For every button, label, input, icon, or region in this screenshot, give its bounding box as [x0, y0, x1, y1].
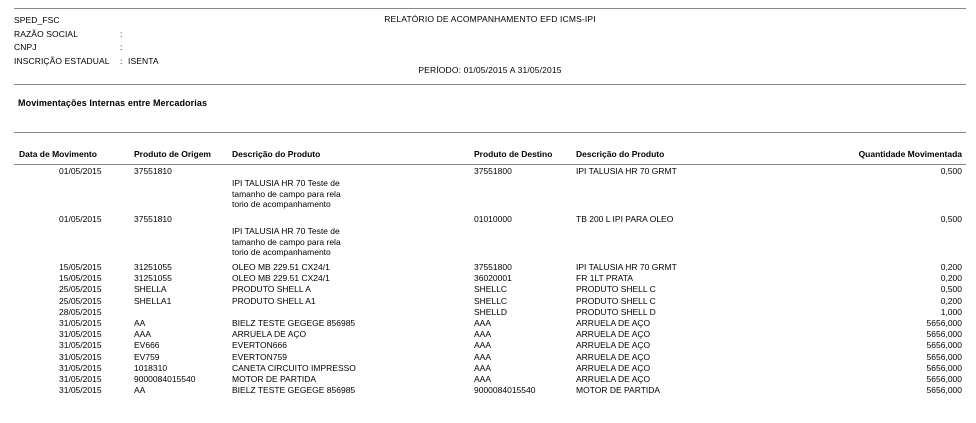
cell-quantidade: 5656,000: [926, 351, 962, 362]
column-header-produto-destino: Produto de Destino: [474, 149, 553, 159]
cell-descricao-destino: ARRUELA DE AÇO: [576, 351, 651, 362]
cell-produto-origem: 37551810: [134, 214, 172, 224]
cell-descricao-origem-wrapped: IPI TALUSIA HR 70 Teste de tamanho de campo para rela torio de acompanhamento: [232, 226, 341, 257]
cell-produto-destino: 01010000: [474, 214, 512, 224]
cell-produto-destino: 37551800: [474, 262, 512, 272]
cell-descricao-origem: BIELZ TESTE GEGEGE 856985: [232, 385, 356, 396]
cell-descricao-destino: ARRUELA DE AÇO: [576, 373, 651, 384]
cell-produto-destino: SHELLD: [474, 306, 508, 317]
cnpj-colon: :: [120, 42, 123, 52]
razao-social-label: RAZÃO SOCIAL: [14, 28, 79, 39]
cell-quantidade: 0,200: [940, 262, 962, 272]
cell-data-movimento: 31/05/2015: [59, 351, 102, 362]
cell-produto-origem: EV759: [134, 351, 160, 362]
table-row: [14, 284, 966, 295]
header-field-cnpj: [14, 41, 159, 55]
cell-descricao-destino: ARRUELA DE AÇO: [576, 340, 651, 351]
cell-data-movimento: 31/05/2015: [59, 340, 102, 351]
cell-produto-origem: 1018310: [134, 362, 168, 373]
cell-descricao-origem: CANETA CIRCUITO IMPRESSO: [232, 362, 356, 373]
inscricao-estadual-value: ISENTA: [128, 55, 159, 66]
table-row: [14, 273, 966, 284]
cell-descricao-destino: PRODUTO SHELL C: [576, 284, 656, 295]
cell-descricao-origem: EVERTON759: [232, 351, 287, 362]
table-row: [14, 318, 966, 329]
cell-produto-origem: 37551810: [134, 166, 172, 176]
cell-descricao-origem: OLEO MB 229.51 CX24/1: [232, 273, 330, 284]
cell-produto-origem: 31251055: [134, 273, 172, 284]
cell-descricao-origem: PRODUTO SHELL A: [232, 284, 311, 295]
column-header-produto-origem: Produto de Origem: [134, 149, 211, 159]
cell-produto-destino: AAA: [474, 351, 492, 362]
cell-data-movimento: 25/05/2015: [59, 295, 102, 306]
inscricao-estadual-label: INSCRIÇÃO ESTADUAL: [14, 55, 110, 66]
cell-descricao-origem: BIELZ TESTE GEGEGE 856985: [232, 317, 356, 328]
cell-quantidade: 0,500: [940, 284, 962, 295]
cell-quantidade: 0,500: [940, 214, 962, 224]
header-field-razao-social: [14, 28, 159, 42]
cell-descricao-destino: TB 200 L IPI PARA OLEO: [576, 214, 674, 224]
table-row: [14, 340, 966, 351]
cell-data-movimento: 31/05/2015: [59, 373, 102, 384]
top-divider: [14, 8, 966, 9]
cell-data-movimento: 28/05/2015: [59, 306, 102, 317]
table-row: [14, 385, 966, 396]
cell-descricao-destino: MOTOR DE PARTIDA: [576, 385, 661, 396]
table-row: [14, 307, 966, 318]
cell-produto-origem: AAA: [134, 329, 152, 340]
cell-produto-origem: 31251055: [134, 262, 172, 272]
report-header: [14, 14, 966, 78]
cell-quantidade: 0,200: [940, 295, 962, 306]
cell-descricao-origem-wrapped: IPI TALUSIA HR 70 Teste de tamanho de campo para rela torio de acompanhamento: [232, 178, 341, 209]
cell-quantidade: 5656,000: [926, 340, 962, 351]
section-divider: [14, 132, 966, 133]
cell-descricao-destino: FR 1LT PRATA: [576, 273, 633, 284]
table-row: [14, 352, 966, 363]
table-body: [14, 166, 966, 396]
column-header-data-movimento: Data de Movimento: [19, 149, 97, 159]
cell-produto-destino: AAA: [474, 373, 492, 384]
cell-descricao-origem: PRODUTO SHELL A1: [232, 295, 316, 306]
report-period: PERÍODO: 01/05/2015 A 31/05/2015: [418, 65, 562, 75]
cell-data-movimento: 31/05/2015: [59, 362, 102, 373]
column-header-descricao-destino: Descrição do Produto: [576, 149, 665, 159]
cell-produto-destino: AAA: [474, 340, 492, 351]
cell-data-movimento: 25/05/2015: [59, 284, 102, 295]
razao-social-colon: :: [120, 28, 123, 39]
cell-data-movimento: 15/05/2015: [59, 273, 102, 284]
cell-descricao-destino: IPI TALUSIA HR 70 GRMT: [576, 166, 677, 176]
inscricao-estadual-colon: :: [120, 55, 123, 66]
cell-produto-origem: 9000084015540: [134, 373, 196, 384]
cell-quantidade: 5656,000: [926, 362, 962, 373]
section-title: Movimentações Internas entre Mercadorias: [18, 98, 208, 108]
cell-data-movimento: 01/05/2015: [59, 214, 102, 224]
cell-produto-destino: AAA: [474, 317, 492, 328]
cell-descricao-destino: IPI TALUSIA HR 70 GRMT: [576, 262, 677, 272]
cell-produto-destino: 9000084015540: [474, 385, 536, 396]
cell-produto-destino: 36020001: [474, 273, 512, 284]
column-header-descricao-origem: Descrição do Produto: [232, 149, 321, 159]
cell-descricao-destino: PRODUTO SHELL D: [576, 306, 656, 317]
cell-produto-destino: AAA: [474, 329, 492, 340]
table-row: [14, 262, 966, 273]
cell-data-movimento: 15/05/2015: [59, 262, 102, 272]
cell-data-movimento: 31/05/2015: [59, 317, 102, 328]
cell-data-movimento: 31/05/2015: [59, 385, 102, 396]
table-row: [14, 329, 966, 340]
cell-descricao-origem: EVERTON666: [232, 340, 287, 351]
cell-descricao-destino: ARRUELA DE AÇO: [576, 317, 651, 328]
cell-descricao-origem: OLEO MB 229.51 CX24/1: [232, 262, 330, 272]
cell-quantidade: 5656,000: [926, 329, 962, 340]
cell-produto-destino: SHELLC: [474, 295, 508, 306]
system-label: SPED_FSC: [14, 15, 60, 25]
table-row: [14, 296, 966, 307]
cell-descricao-destino: ARRUELA DE AÇO: [576, 362, 651, 373]
cell-produto-origem: EV666: [134, 340, 160, 351]
table-row: [14, 166, 966, 214]
table-row: [14, 363, 966, 374]
cell-quantidade: 1,000: [940, 306, 962, 317]
cell-produto-origem: SHELLA: [134, 284, 167, 295]
table-row: [14, 374, 966, 385]
cell-produto-origem: AA: [134, 385, 146, 396]
table-row: [14, 214, 966, 262]
cell-descricao-destino: PRODUTO SHELL C: [576, 295, 656, 306]
cell-quantidade: 5656,000: [926, 373, 962, 384]
cell-quantidade: 0,500: [940, 166, 962, 176]
cell-data-movimento: 01/05/2015: [59, 166, 102, 176]
table-header-row: [14, 138, 966, 164]
cell-produto-destino: AAA: [474, 362, 492, 373]
cell-quantidade: 5656,000: [926, 385, 962, 396]
movimentacoes-table: [14, 138, 966, 396]
report-title: RELATÓRIO DE ACOMPANHAMENTO EFD ICMS-IPI: [384, 14, 596, 24]
cell-quantidade: 0,200: [940, 273, 962, 284]
cell-produto-origem: SHELLA1: [134, 295, 172, 306]
column-header-quantidade: Quantidade Movimentada: [858, 149, 962, 159]
cell-descricao-origem: ARRUELA DE AÇO: [232, 329, 307, 340]
cell-descricao-destino: ARRUELA DE AÇO: [576, 329, 651, 340]
table-header-divider: [14, 164, 966, 165]
header-divider: [14, 84, 966, 85]
cell-produto-destino: SHELLC: [474, 284, 508, 295]
cell-produto-origem: AA: [134, 317, 146, 328]
cell-data-movimento: 31/05/2015: [59, 329, 102, 340]
cell-quantidade: 5656,000: [926, 317, 962, 328]
cell-produto-destino: 37551800: [474, 166, 512, 176]
cell-descricao-origem: MOTOR DE PARTIDA: [232, 373, 317, 384]
cnpj-label: CNPJ: [14, 42, 37, 52]
